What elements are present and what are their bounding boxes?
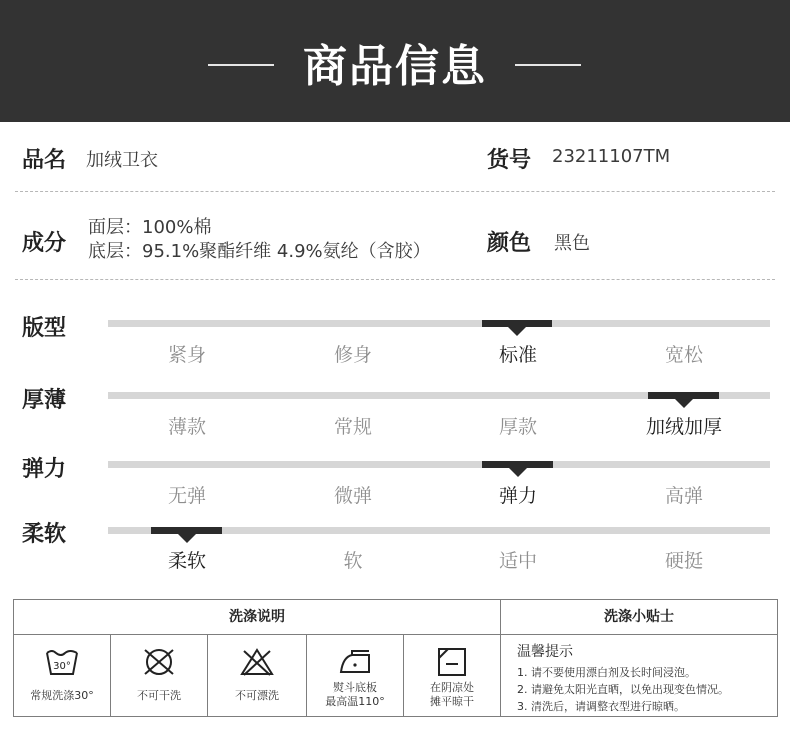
scale-option-selected: 加绒加厚 <box>645 416 722 438</box>
scale-option: 常规 <box>333 416 372 438</box>
composition-line-1: 面层：100%棉 <box>88 217 212 238</box>
wash-30-icon <box>45 647 79 677</box>
scale-label: 柔软 <box>22 522 67 547</box>
no-dry-clean-cell <box>111 635 207 716</box>
divider <box>15 279 775 280</box>
wash-30-cell <box>14 635 110 716</box>
wash-caption: 常规洗涤30° <box>30 689 94 702</box>
name-label: 品名 <box>22 148 67 173</box>
scale-label: 弹力 <box>22 457 67 482</box>
scale-marker <box>482 461 553 468</box>
tip-item: 1. 请不要使用漂白剂及长时间浸泡。 <box>517 666 696 679</box>
composition-line-2: 底层：95.1%聚酯纤维 4.9%氨纶（含胶） <box>88 241 431 262</box>
scale-option-selected: 柔软 <box>167 550 206 572</box>
tips-title: 温馨提示 <box>517 644 573 660</box>
wash-caption: 不可干洗 <box>137 689 181 702</box>
scale-label: 厚薄 <box>22 388 67 413</box>
scale-option: 宽松 <box>664 344 703 366</box>
tip-item: 2. 请避免太阳光直晒，以免出现变色情况。 <box>517 683 729 696</box>
code-label: 货号 <box>487 148 532 173</box>
code-value: 23211107TM <box>552 146 671 167</box>
wash-caption: 不可漂洗 <box>235 689 279 702</box>
wash-caption: 熨斗底板 <box>333 681 377 694</box>
table-divider <box>500 600 501 716</box>
scale-option: 软 <box>343 550 363 572</box>
title-right-line <box>515 64 581 66</box>
scale-option-selected: 弹力 <box>498 485 537 507</box>
scale-track <box>108 320 770 327</box>
wash-caption: 在阴凉处 <box>430 681 474 694</box>
scale-option: 薄款 <box>167 416 206 438</box>
scale-marker <box>482 320 552 327</box>
dry-flat-shade-icon <box>435 647 469 677</box>
scale-option: 高弹 <box>664 485 703 507</box>
composition-label: 成分 <box>22 231 67 256</box>
care-table <box>13 599 778 717</box>
iron-cell <box>307 635 403 716</box>
wash-caption: 最高温110° <box>325 695 385 708</box>
scale-marker <box>151 527 222 534</box>
no-bleach-cell <box>208 635 306 716</box>
scale-option: 修身 <box>333 344 372 366</box>
wash-caption: 摊平晾干 <box>430 695 474 708</box>
scale-option: 微弹 <box>333 485 372 507</box>
wash-instructions-header: 洗涤说明 <box>229 609 285 625</box>
wash-tips-header: 洗涤小贴士 <box>604 609 674 625</box>
no-dry-clean-icon <box>142 647 176 677</box>
name-value: 加绒卫衣 <box>86 150 158 171</box>
scale-marker <box>648 392 719 399</box>
iron-110-icon <box>338 647 372 677</box>
header-banner <box>0 0 790 122</box>
scale-option: 硬挺 <box>664 550 703 572</box>
color-label: 颜色 <box>487 231 532 256</box>
scale-option: 适中 <box>498 550 537 572</box>
divider <box>15 191 775 192</box>
page-title: 商品信息 <box>303 41 487 92</box>
scale-track <box>108 461 770 468</box>
color-value: 黑色 <box>554 233 590 254</box>
no-bleach-icon <box>240 647 274 677</box>
scale-option-selected: 标准 <box>498 344 537 366</box>
svg-text:30°: 30° <box>53 661 71 672</box>
scale-option: 无弹 <box>167 485 206 507</box>
scale-option: 厚款 <box>498 416 537 438</box>
scale-label: 版型 <box>22 316 67 341</box>
tip-item: 3. 清洗后，请调整衣型进行晾晒。 <box>517 700 685 713</box>
scale-option: 紧身 <box>167 344 206 366</box>
dry-flat-cell <box>404 635 500 716</box>
